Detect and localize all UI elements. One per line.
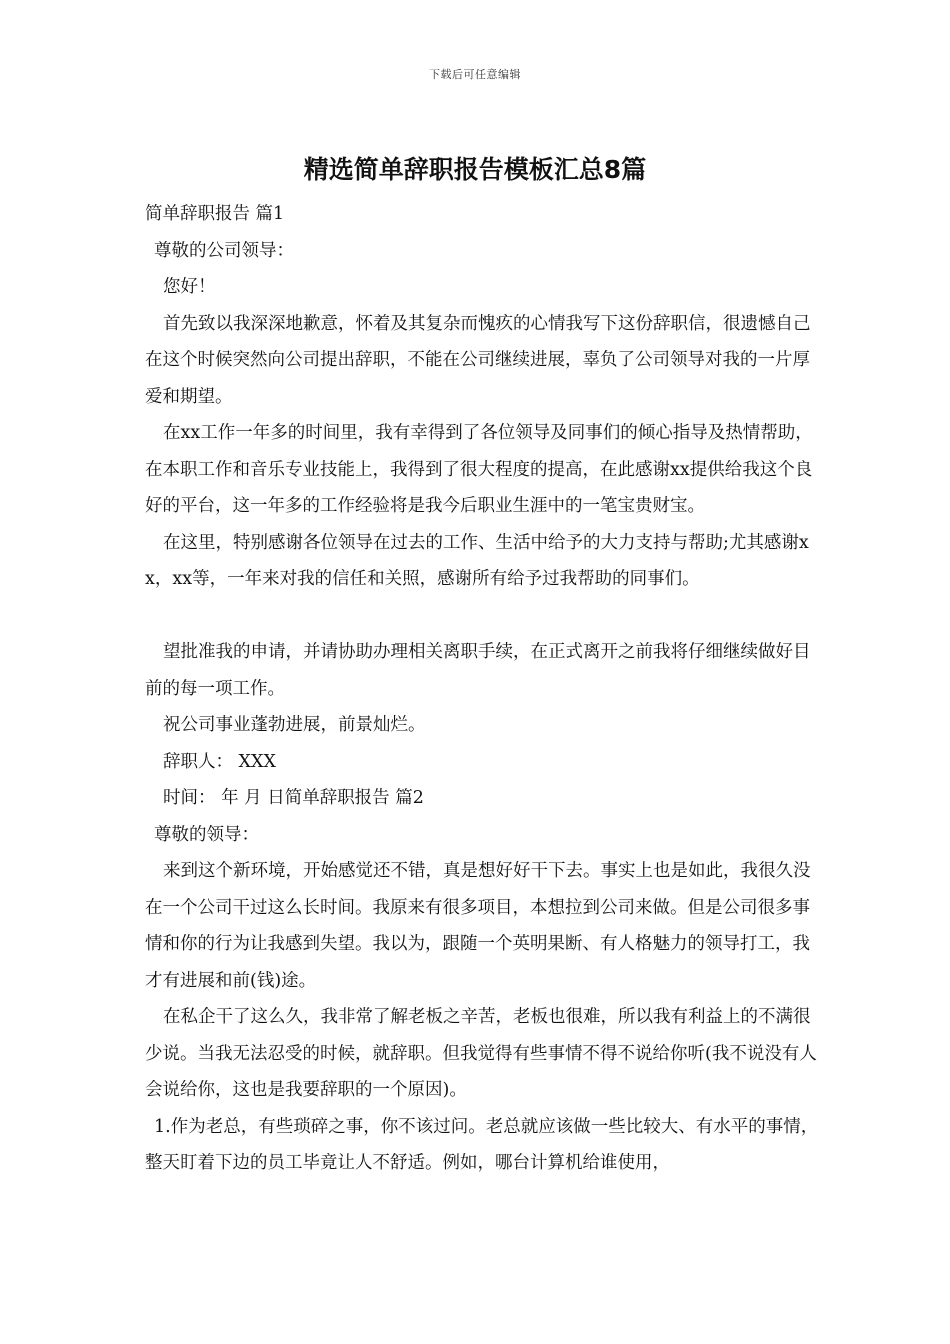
- paragraph: 望批准我的申请，并请协助办理相关离职手续，在正式离开之前我将仔细继续做好目前的每一项工作。: [145, 642, 811, 699]
- closing-wish: 祝公司事业蓬勃进展，前景灿烂。: [163, 715, 426, 735]
- section-heading-1: 简单辞职报告 篇1: [145, 204, 285, 224]
- paragraph: 来到这个新环境，开始感觉还不错，真是想好好干下去。事实上也是如此，我很久没在一个公司干过这么长时间。我原来有很多项目，本想拉到公司来做。但是公司很多事情和你的行为让我感到失望。我以为，跟随一个英明果断、有人格魅力的领导打工，我才有进展和前(钱)途。: [145, 861, 811, 991]
- salutation: 尊敬的领导：: [154, 824, 259, 845]
- paragraph: 首先致以我深深地歉意，怀着及其复杂而愧疚的心情我写下这份辞职信，很遗憾自己在这个时候突然向公司提出辞职，不能在公司继续进展，辜负了公司领导对我的一片厚爱和期望。: [145, 313, 811, 407]
- header-note: 下载后可任意编辑: [429, 68, 521, 81]
- signature-line: 辞职人： XXX: [163, 751, 276, 772]
- paragraph: 在xx工作一年多的时间里，我有幸得到了各位领导及同事们的倾心指导及热情帮助，在本职工作和音乐专业技能上，我得到了很大程度的提高，在此感谢xx提供给我这个良好的平台，这一年多的工作经验将是我今后职业生涯中的一笔宝贵财宝。: [145, 423, 813, 516]
- date-line: 时间： 年 月 日简单辞职报告 篇2: [163, 788, 424, 808]
- document-title: 精选简单辞职报告模板汇总8篇: [303, 155, 647, 184]
- paragraph: 在私企干了这么久，我非常了解老板之辛苦，老板也很难，所以我有利益上的不满很少说。当我无法忍受的时候，就辞职。但我觉得有些事情不得不说给你听(我不说没有人会说给你，这也是我要辞职的一个原因)。: [145, 1007, 817, 1100]
- paragraph: 在这里，特别感谢各位领导在过去的工作、生活中给予的大力支持与帮助;尤其感谢xx，xx等，一年来对我的信任和关照，感谢所有给予过我帮助的同事们。: [145, 532, 809, 589]
- numbered-paragraph: 1.作为老总，有些琐碎之事，你不该过问。老总就应该做一些比较大、有水平的事情，整天盯着下边的员工毕竟让人不舒适。例如，哪台计算机给谁使用，: [145, 1116, 819, 1173]
- blank-line: [145, 598, 825, 635]
- greeting: 您好！: [163, 277, 216, 297]
- salutation: 尊敬的公司领导：: [154, 240, 294, 261]
- document-body: [145, 196, 825, 1182]
